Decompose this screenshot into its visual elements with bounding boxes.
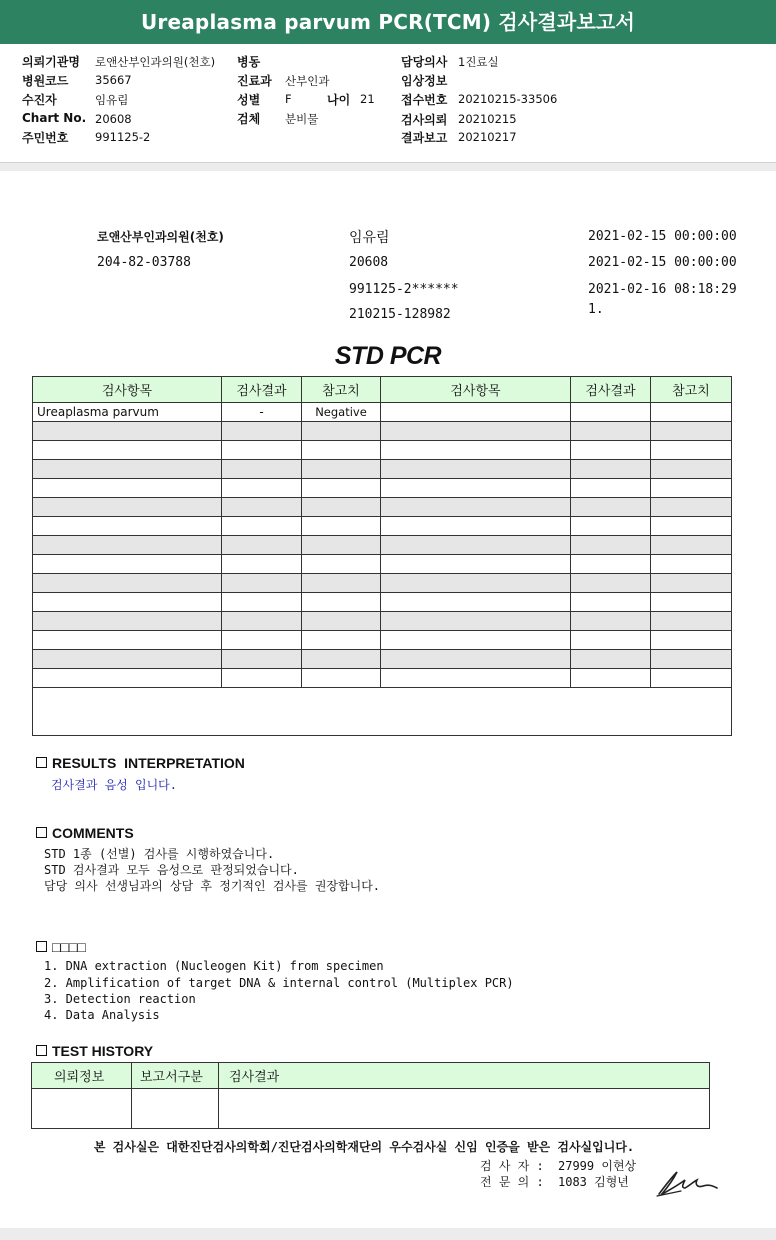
- results-table: [32, 376, 732, 736]
- info-hospital-reg: 204-82-03788: [97, 255, 191, 270]
- doctor-value: 1진료실: [458, 55, 499, 69]
- request-label: 검사의뢰: [401, 113, 448, 127]
- hospital-code-label: 병원코드: [22, 74, 69, 88]
- info-resident-no: 991125-2******: [349, 282, 459, 297]
- method-step-1: 1. DNA extraction (Nucleogen Kit) from specimen: [44, 959, 384, 973]
- info-date-1: 2021-02-15 00:00:00: [588, 229, 737, 244]
- table-footer-row: [33, 688, 732, 736]
- ward-label: 병동: [237, 55, 261, 69]
- specimen-value: 분비물: [285, 112, 319, 126]
- table-row: [33, 574, 732, 593]
- patient-label: 수진자: [22, 93, 57, 107]
- section-title: STD PCR: [334, 342, 442, 370]
- specialist-label: 전 문 의 :: [480, 1175, 544, 1189]
- comment-line-2: STD 검사결과 모두 음성으로 판정되었습니다.: [44, 863, 299, 877]
- department-label: 진료과: [237, 74, 272, 88]
- history-col-request: 의뢰정보: [32, 1063, 132, 1089]
- sex-label: 성별: [237, 93, 261, 107]
- report-date-value: 20210217: [458, 130, 517, 144]
- clinical-label: 임상정보: [401, 74, 448, 88]
- history-table: [31, 1062, 710, 1129]
- method-step-4: 4. Data Analysis: [44, 1008, 160, 1022]
- table-row: [33, 650, 732, 669]
- table-row: [33, 498, 732, 517]
- checkbox-square-icon: [36, 941, 47, 952]
- info-date-3-suffix: 1.: [588, 302, 604, 317]
- history-heading: [36, 1043, 153, 1059]
- history-heading-text: TEST HISTORY: [52, 1043, 154, 1059]
- page-bottom-band: [0, 1228, 776, 1240]
- col-reference: 참고치: [302, 377, 381, 403]
- age-label: 나이: [327, 93, 351, 107]
- col-test-result-2: 검사결과: [571, 377, 651, 403]
- info-chart-no: 20608: [349, 255, 389, 270]
- doctor-label: 담당의사: [401, 55, 448, 69]
- result-value: -: [222, 403, 302, 422]
- method-step-3: 3. Detection reaction: [44, 992, 196, 1006]
- history-header-row: [32, 1063, 710, 1089]
- table-row: [33, 669, 732, 688]
- info-hospital-name: 로앤산부인과의원(천호): [97, 230, 224, 244]
- table-row: [33, 479, 732, 498]
- institution-label: 의뢰기관명: [22, 55, 80, 69]
- interpretation-text: 검사결과 음성 입니다.: [51, 778, 178, 792]
- comments-heading: [36, 825, 134, 841]
- method-heading: [36, 939, 86, 955]
- resident-label: 주민번호: [22, 131, 69, 145]
- patient-value: 임유림: [95, 93, 129, 107]
- results-header-row: [33, 377, 732, 403]
- col-reference-2: 참고치: [651, 377, 732, 403]
- certification-text: 본 검사실은 대한진단검사의학회/진단검사의학재단의 우수검사실 신임 인증을 받은 검사실입니다.: [93, 1140, 635, 1154]
- tester-value: 27999 이현상: [558, 1159, 637, 1173]
- report-header: [0, 44, 776, 162]
- header-separator: [0, 162, 776, 171]
- checkbox-square-icon: [36, 827, 47, 838]
- info-date-2: 2021-02-15 00:00:00: [588, 255, 737, 270]
- history-col-result: 검사결과: [219, 1063, 710, 1089]
- chart-value: 20608: [95, 112, 132, 126]
- report-date-label: 결과보고: [401, 131, 448, 145]
- resident-value: 991125-2: [95, 130, 151, 144]
- table-row: [33, 593, 732, 612]
- table-row: [33, 555, 732, 574]
- request-value: 20210215: [458, 112, 517, 126]
- col-test-result: 검사결과: [222, 377, 302, 403]
- history-col-report-type: 보고서구분: [132, 1063, 219, 1089]
- table-row: [33, 460, 732, 479]
- table-row: [33, 441, 732, 460]
- receipt-value: 20210215-33506: [458, 92, 558, 106]
- chart-label: Chart No.: [22, 111, 87, 125]
- sex-value: F: [285, 92, 292, 106]
- checkbox-square-icon: [36, 757, 47, 768]
- col-test-item: 검사항목: [33, 377, 222, 403]
- specimen-label: 검체: [237, 112, 261, 126]
- result-item: Ureaplasma parvum: [33, 403, 222, 422]
- signature-image: [655, 1166, 721, 1198]
- comments-heading-text: COMMENTS: [52, 825, 134, 841]
- comment-line-1: STD 1종 (선별) 검사를 시행하였습니다.: [44, 847, 275, 861]
- interpretation-heading: [36, 755, 245, 771]
- specialist-value: 1083 김형년: [558, 1175, 629, 1189]
- comment-line-3: 담당 의사 선생님과의 상담 후 정기적인 검사를 권장합니다.: [44, 879, 381, 893]
- checkbox-square-icon: [36, 1045, 47, 1056]
- table-row: [33, 403, 732, 422]
- table-row: [33, 536, 732, 555]
- table-row: [33, 422, 732, 441]
- method-step-2: 2. Amplification of target DNA & internal control (Multiplex PCR): [44, 976, 514, 990]
- info-patient-name: 임유림: [349, 230, 390, 246]
- info-date-3: 2021-02-16 08:18:29: [588, 282, 737, 297]
- hospital-code-value: 35667: [95, 73, 132, 87]
- department-value: 산부인과: [285, 74, 330, 88]
- table-row: [33, 631, 732, 650]
- report-title: Ureaplasma parvum PCR(TCM) 검사결과보고서: [0, 0, 776, 44]
- table-row: [32, 1089, 710, 1129]
- age-value: 21: [360, 92, 375, 106]
- receipt-label: 접수번호: [401, 93, 448, 107]
- table-row: [33, 517, 732, 536]
- tester-label: 검 사 자 :: [480, 1159, 544, 1173]
- result-reference: Negative: [302, 403, 381, 422]
- method-heading-text: □□□□: [52, 939, 86, 955]
- interpretation-heading-text: RESULTS INTERPRETATION: [52, 755, 245, 771]
- info-receipt-no: 210215-128982: [349, 307, 451, 322]
- institution-value: 로앤산부인과의원(천호): [95, 55, 216, 69]
- col-test-item-2: 검사항목: [381, 377, 571, 403]
- table-row: [33, 612, 732, 631]
